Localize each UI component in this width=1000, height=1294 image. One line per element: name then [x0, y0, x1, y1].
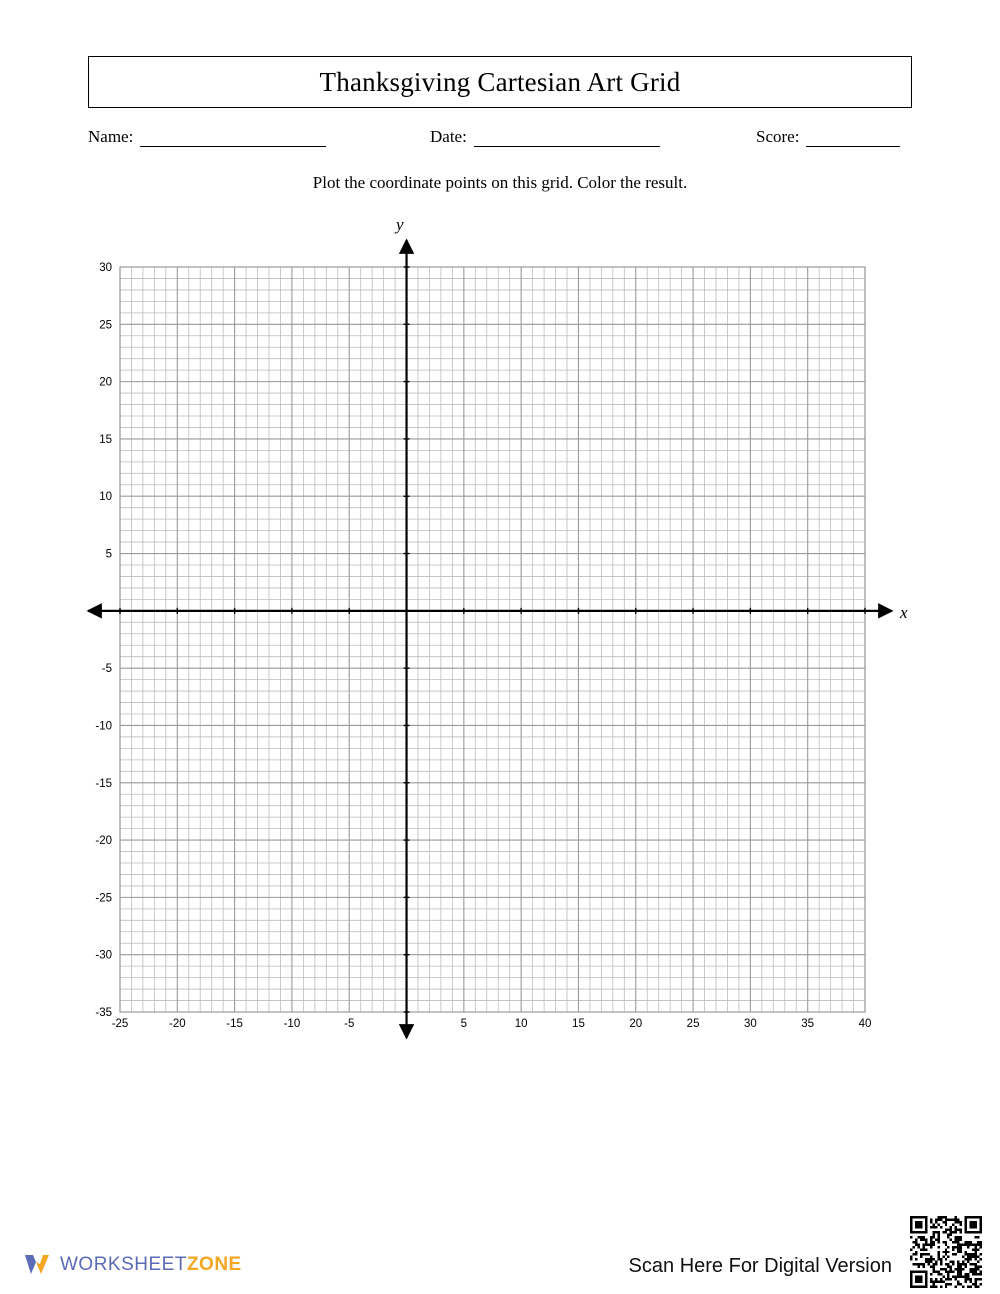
y-tick-label: -10	[95, 720, 112, 733]
scan-instruction-text: Scan Here For Digital Version	[628, 1255, 892, 1277]
x-tick-label: 40	[858, 1018, 872, 1030]
y-tick-label: -30	[95, 949, 112, 962]
x-axis-label: x	[900, 603, 908, 622]
y-tick-label: -35	[95, 1007, 112, 1019]
worksheet-title-box	[88, 56, 912, 108]
x-tick-label: -5	[344, 1018, 355, 1030]
score-label: Score:	[756, 127, 800, 146]
student-info-row	[88, 127, 912, 155]
x-tick-label: 5	[460, 1018, 468, 1030]
brand-text-part2: ZONE	[186, 1254, 242, 1275]
instruction-text: Plot the coordinate points on this grid. Color the result.	[312, 173, 688, 192]
score-field[interactable]	[756, 127, 900, 147]
brand-text	[60, 1254, 242, 1276]
y-tick-label: -15	[95, 777, 112, 790]
y-tick-label: 30	[99, 262, 112, 274]
y-tick-label: -25	[95, 892, 112, 905]
score-input-rule[interactable]	[806, 129, 900, 147]
coordinate-grid[interactable]	[0, 210, 1000, 1040]
x-tick-label: -15	[226, 1018, 243, 1030]
page-footer	[0, 1214, 1000, 1294]
date-input-rule[interactable]	[474, 129, 660, 147]
brand-logo	[22, 1250, 242, 1280]
qr-code-icon[interactable]	[910, 1216, 982, 1288]
page-title: Thanksgiving Cartesian Art Grid	[319, 66, 681, 97]
y-tick-label: -20	[95, 835, 112, 848]
x-tick-label: 30	[743, 1018, 757, 1030]
x-tick-label: 20	[629, 1018, 643, 1030]
worksheet-zone-logo-icon	[22, 1250, 52, 1280]
y-tick-label: 5	[105, 548, 112, 561]
x-tick-label: -20	[168, 1018, 186, 1030]
name-field[interactable]	[88, 127, 326, 147]
x-tick-label: 10	[514, 1018, 528, 1030]
x-tick-label: -10	[283, 1018, 301, 1030]
cartesian-grid-area	[0, 210, 1000, 1040]
y-tick-label: 20	[99, 376, 112, 389]
x-tick-label: 15	[572, 1018, 585, 1030]
y-tick-label: -5	[101, 663, 112, 676]
y-tick-label: 15	[99, 433, 112, 446]
date-field[interactable]	[430, 127, 660, 147]
x-tick-label: 35	[801, 1018, 815, 1030]
date-label: Date:	[430, 127, 467, 146]
x-tick-label: 25	[686, 1018, 700, 1030]
name-label: Name:	[88, 127, 134, 146]
y-tick-label: 10	[99, 491, 112, 504]
x-tick-label: -25	[111, 1018, 129, 1030]
y-tick-label: 25	[99, 319, 112, 332]
y-axis-label: y	[396, 215, 404, 234]
name-input-rule[interactable]	[140, 129, 326, 147]
brand-text-part1: WORKSHEET	[60, 1254, 187, 1275]
